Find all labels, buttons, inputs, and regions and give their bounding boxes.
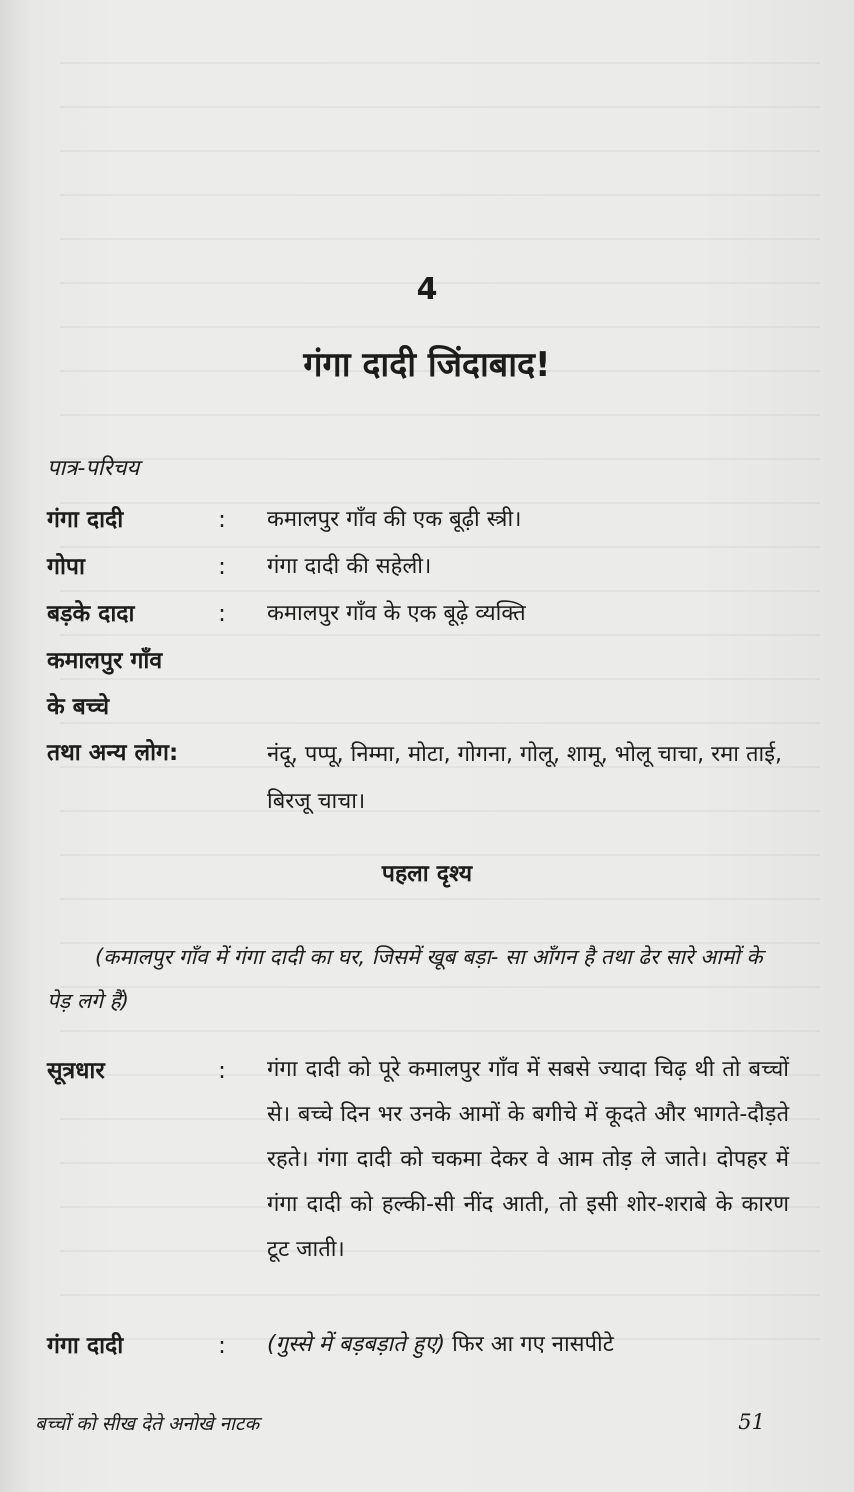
chapter-title: गंगा दादी जिंदाबाद! [303, 345, 551, 385]
speaker-separator: : [218, 1333, 226, 1359]
cast-description: कमालपुर गाँव की एक बूढ़ी स्त्री। [267, 507, 522, 532]
cast-separator: : [218, 507, 226, 533]
speaker-name: गंगा दादी [47, 1333, 124, 1359]
cast-heading: पात्र-परिचय [47, 456, 140, 481]
cast-separator: : [218, 601, 226, 627]
cast-role: बड़के दादा [47, 601, 135, 627]
cast-description: नंदू, पप्पू, निम्मा, मोटा, गोगना, गोलू, शामू, भोलू चाचा, रमा ताई, बिरजू चाचा। [267, 742, 783, 814]
cast-role-line: तथा अन्य लोग: [47, 740, 179, 766]
cast-separator: : [218, 554, 226, 580]
cast-description: कमालपुर गाँव के एक बूढ़े व्यक्ति [267, 601, 526, 626]
scene-heading: पहला दृश्य [381, 861, 473, 887]
dialogue-text: गंगा दादी को पूरे कमालपुर गाँव में सबसे ज्यादा चिढ़ थी तो बच्चों से। बच्चे दिन भर उनके आमों के बगीचे में कूदते और भागते-दौड़ते रहते। गंगा दादी को चकमा देकर वे आम तोड़ ले जाते। दोपहर में गंगा दादी को हल्की-सी नींद आती, तो इसी शोर-शराबे के कारण टूट जाती। [267, 1057, 789, 1262]
page-number: 51 [738, 1410, 765, 1434]
dialogue-text [267, 1322, 789, 1367]
speaker-name: सूत्रधार [47, 1058, 105, 1084]
stage-direction: (कमालपुर गाँव में गंगा दादी का घर, जिसमें खूब बड़ा- सा आँगन है तथा ढेर सारे आमों के पेड़ लगे हैं) [47, 945, 763, 1013]
cast-role: गंगा दादी [47, 507, 124, 533]
speech-content: फिर आ गए नासपीटे [452, 1332, 614, 1357]
cast-role-line: के बच्चे [47, 694, 110, 720]
speech-direction: (गुस्से में बड़बड़ाते हुए) [267, 1332, 446, 1357]
running-footer-title: बच्चों को सीख देते अनोखे नाटक [35, 1413, 260, 1435]
cast-role: गोपा [47, 554, 85, 580]
cast-description: गंगा दादी की सहेली। [267, 554, 432, 579]
speaker-separator: : [218, 1058, 226, 1084]
chapter-number: 4 [416, 272, 438, 307]
cast-role-line: कमालपुर गाँव [47, 648, 163, 674]
